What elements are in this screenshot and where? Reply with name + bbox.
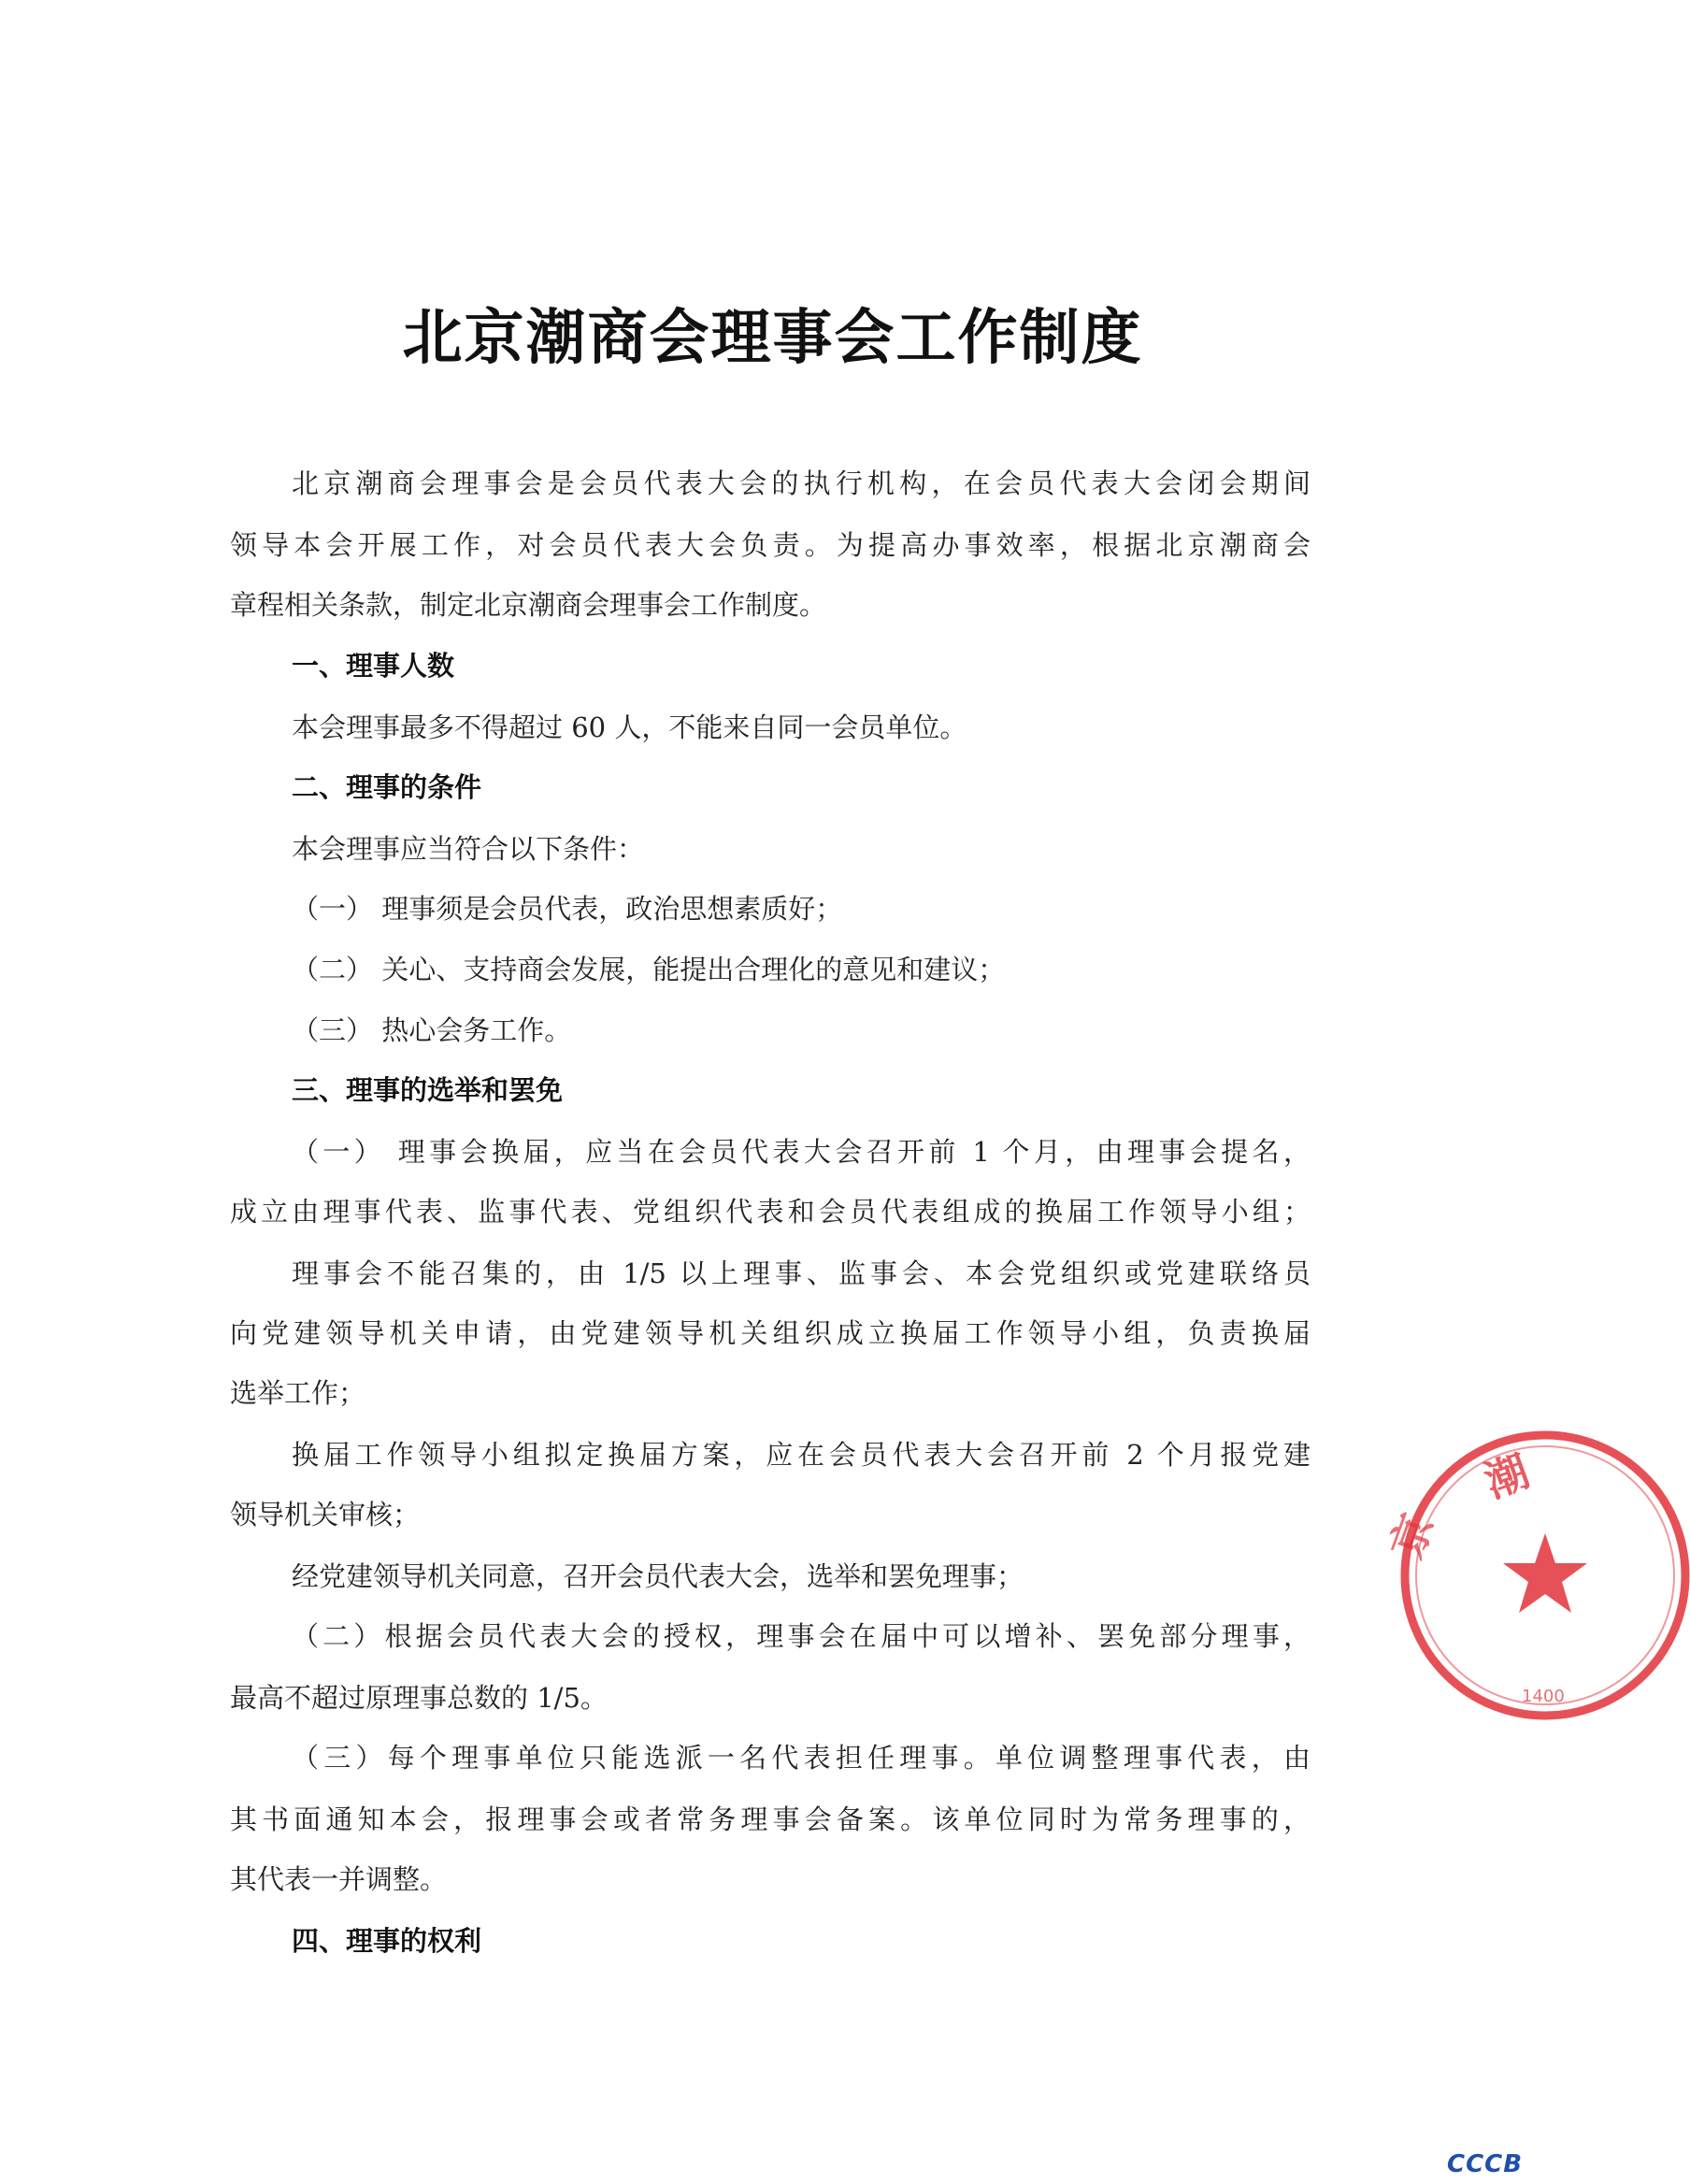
- section-1-body: 本会理事最多不得超过 60 人，不能来自同一会员单位。: [292, 711, 967, 743]
- seal-glyph-1: 潮: [1478, 1444, 1536, 1508]
- section-3-p1-line-1: （一） 理事会换届，应当在会员代表大会召开前 1 个月，由理事会提名，: [292, 1136, 1310, 1168]
- section-3-p3-line-2: 领导机关审核；: [230, 1499, 421, 1530]
- section-3-p6-line-3: 其代表一并调整。: [230, 1863, 448, 1895]
- section-2-heading: 二、理事的条件: [292, 771, 482, 803]
- section-1-heading: 一、理事人数: [292, 650, 455, 682]
- document-title: 北京潮商会理事会工作制度: [402, 304, 1143, 373]
- section-2-lead: 本会理事应当符合以下条件：: [292, 833, 645, 865]
- section-3-p1-line-2: 成立由理事代表、监事代表、党组织代表和会员代表组成的换届工作领导小组；: [230, 1196, 1310, 1228]
- section-3-p3-line-1: 换届工作领导小组拟定换届方案，应在会员代表大会召开前 2 个月报党建: [292, 1439, 1310, 1471]
- red-seal-stamp: [1382, 1421, 1690, 1730]
- intro-line-1: 北京潮商会理事会是会员代表大会的执行机构，在会员代表大会闭会期间: [292, 467, 1310, 499]
- section-2-item-2: （二） 关心、支持商会发展，能提出合理化的意见和建议；: [292, 954, 1006, 985]
- section-3-p4: 经党建领导机关同意，召开会员代表大会，选举和罢免理事；: [292, 1560, 1024, 1592]
- seal-glyph-2: 京: [1381, 1507, 1444, 1565]
- section-3-p6-line-2: 其书面通知本会，报理事会或者常务理事会备案。该单位同时为常务理事的，: [230, 1803, 1310, 1835]
- section-2-item-1: （一） 理事须是会员代表，政治思想素质好；: [292, 893, 843, 925]
- section-3-p5-line-1: （二）根据会员代表大会的授权，理事会在届中可以增补、罢免部分理事，: [292, 1620, 1310, 1652]
- seal-star-icon: [1503, 1533, 1587, 1613]
- cccb-watermark-logo: CCCB: [1447, 2150, 1524, 2178]
- intro-line-2: 领导本会开展工作，对会员代表大会负责。为提高办事效率，根据北京潮商会: [230, 529, 1310, 561]
- section-3-p5-line-2: 最高不超过原理事总数的 1/5。: [230, 1682, 608, 1714]
- seal-number: 1400: [1522, 1687, 1565, 1706]
- section-3-p2-line-2: 向党建领导机关申请，由党建领导机关组织成立换届工作领导小组，负责换届: [230, 1317, 1310, 1349]
- section-4-heading: 四、理事的权利: [292, 1925, 482, 1957]
- section-3-p2-line-3: 选举工作；: [230, 1377, 366, 1409]
- intro-line-3: 章程相关条款，制定北京潮商会理事会工作制度。: [230, 589, 827, 621]
- section-2-item-3: （三） 热心会务工作。: [292, 1014, 572, 1046]
- section-3-p2-line-1: 理事会不能召集的，由 1/5 以上理事、监事会、本会党组织或党建联络员: [292, 1257, 1310, 1289]
- section-3-heading: 三、理事的选举和罢免: [292, 1074, 564, 1106]
- section-3-p6-line-1: （三）每个理事单位只能选派一名代表担任理事。单位调整理事代表，由: [292, 1742, 1310, 1774]
